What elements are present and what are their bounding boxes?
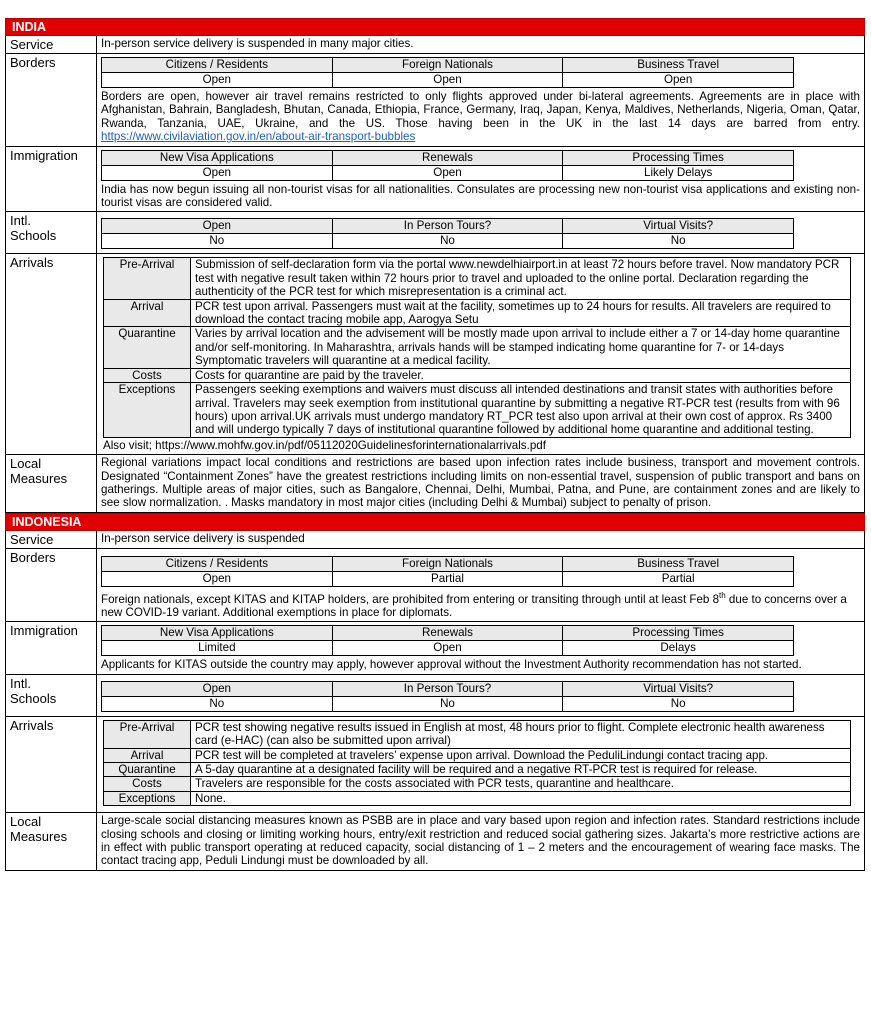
arrivals-key: Quarantine	[104, 327, 191, 368]
arrivals-value: Travelers are responsible for the costs associated with PCR tests, quarantine and healthcare.	[191, 777, 851, 791]
indonesia-borders-row	[5, 549, 865, 623]
table-header: Foreign Nationals	[332, 58, 563, 73]
table-header: Renewals	[332, 626, 563, 641]
table-header: Business Travel	[563, 58, 794, 73]
indonesia-local-measures-row	[5, 813, 865, 871]
schools-status-table	[101, 681, 794, 712]
row-label	[6, 675, 97, 716]
row-label: Borders	[6, 549, 97, 622]
country-header-indonesia: INDONESIA	[5, 513, 865, 531]
table-cell: No	[563, 234, 794, 249]
arrivals-key: Costs	[104, 777, 191, 791]
arrivals-key: Pre-Arrival	[104, 258, 191, 299]
table-cell: Delays	[563, 641, 794, 656]
arrivals-value: Passengers seeking exemptions and waivers must discuss all intended destinations and transit states with authorities before arrival. Travelers may seek exemption from institutional quarantine by submitting a negative RT-PCR test (results from with 96 hours) upon arrival.UK arrivals must undergo mandatory RT_PCR test also upon arrival at their own cost of approx. Rs 3400 and will undergo typically 7 days of institutional quarantine followed by additional home quarantine and additional testing.	[191, 383, 851, 438]
table-header: Virtual Visits?	[563, 219, 794, 234]
india-arrivals-row	[5, 254, 865, 455]
table-cell: Open	[102, 571, 333, 586]
table-row	[104, 748, 851, 762]
immigration-notes: India has now begun issuing all non-tourist visas for all nationalities. Consulates are processing new non-tourist visa applications and existing non-tourist visas are considered valid.	[101, 182, 860, 210]
table-cell: No	[332, 234, 563, 249]
row-label: Arrivals	[6, 717, 97, 812]
table-cell: Open	[332, 73, 563, 88]
table-header: Processing Times	[563, 150, 794, 165]
table-header: Open	[102, 681, 333, 696]
label-line: Local	[10, 814, 42, 830]
arrivals-value: A 5-day quarantine at a designated facility will be required and a negative RT-PCR test is required for release.	[191, 763, 851, 777]
row-label: Service	[6, 36, 97, 53]
table-cell: No	[563, 696, 794, 711]
table-row	[104, 777, 851, 791]
borders-text: Borders are open, however air travel remains restricted to only flights approved under bi-lateral agreements. Agreements are in place with Afghanistan, Bahrain, Bangladesh, Bhutan, Canada, Ethiopia, France, Germany, Iraq, Japan, Kenya, Maldives, Netherlands, Nigeria, Oman, Qatar, Rwanda, Tanzania, UAE, Ukraine, and the US. Those having been in the UK in the last 14 days are barred from entry.	[101, 90, 860, 130]
borders-notes	[101, 90, 860, 144]
table-cell: Limited	[102, 641, 333, 656]
row-label: Arrivals	[6, 254, 97, 454]
table-header: Renewals	[332, 150, 563, 165]
table-row	[104, 299, 851, 327]
arrivals-value: Varies by arrival location and the advisement will be mostly made upon arrival to include either a 7 or 14-day home quarantine and/or self-monitoring. In Maharashtra, arrivals hands will be stamped indicating home quarantine for 7- or 14-days Symptomatic travelers will quarantine at a medical facility.	[191, 327, 851, 368]
label-line: Schools	[10, 690, 57, 706]
row-label	[6, 813, 97, 870]
table-cell: Partial	[332, 571, 563, 586]
india-local-measures-row	[5, 455, 865, 513]
borders-text: due to concerns over a new COVID-19 variant. Additional exemptions in place for diplomats.	[101, 592, 847, 620]
arrivals-key: Pre-Arrival	[104, 720, 191, 748]
india-schools-row	[5, 212, 865, 254]
arrivals-table	[103, 257, 851, 437]
service-text: In-person service delivery is suspended in many major cities.	[101, 37, 414, 50]
table-header: Citizens / Residents	[102, 556, 333, 571]
local-measures-text: Large-scale social distancing measures known as PSBB are in place and vary based upon region and infection rates. Standard restrictions include closing schools and closing or limiting working hours, entry/exit restriction and reduced social gathering sizes. Jakarta’s more restrictive actions are in effect with public transport operating at reduced capacity, social distancing of 1 – 2 meters and the encouragement of wearing face masks. The contact tracing app, Peduli Lindungi must be downloaded by all.	[101, 814, 860, 868]
row-label: Immigration	[6, 147, 97, 212]
table-header: New Visa Applications	[102, 626, 333, 641]
borders-text: Foreign nationals, except KITAS and KITAP holders, are prohibited from entering or transiting through until at least Feb 8	[101, 592, 720, 606]
arrivals-key: Quarantine	[104, 763, 191, 777]
table-header: In Person Tours?	[332, 219, 563, 234]
table-cell: No	[102, 696, 333, 711]
service-text: In-person service delivery is suspended	[101, 531, 305, 545]
table-cell: Open	[332, 641, 563, 656]
table-cell: Open	[102, 73, 333, 88]
arrivals-value: PCR test upon arrival. Passengers must wait at the facility, sometimes up to 24 hours for results. All travelers are required to download the contact tracing mobile app, Aarogya Setu	[191, 299, 851, 327]
borders-notes	[101, 589, 860, 620]
table-row	[104, 383, 851, 438]
indonesia-immigration-row	[5, 622, 865, 674]
guidelines-reference: Also visit; https://www.mohfw.gov.in/pdf/05112020Guidelinesforinternationalarrivals.pdf	[103, 438, 546, 452]
civil-aviation-link[interactable]: https://www.civilaviation.gov.in/en/about-air-transport-bubbles	[101, 130, 416, 144]
table-header: In Person Tours?	[332, 681, 563, 696]
row-label	[6, 455, 97, 512]
table-cell: Open	[563, 73, 794, 88]
borders-status-table	[101, 57, 794, 88]
arrivals-value: Costs for quarantine are paid by the traveler.	[191, 368, 851, 382]
table-header: Open	[102, 219, 333, 234]
indonesia-arrivals-row	[5, 717, 865, 813]
arrivals-key: Arrival	[104, 748, 191, 762]
arrivals-value: None.	[191, 791, 851, 805]
table-cell: Open	[102, 165, 333, 180]
row-label: Borders	[6, 54, 97, 146]
arrivals-value: PCR test showing negative results issued in English at most, 48 hours prior to flight. Complete electronic health awareness card (e-HAC) (can also be submitted upon arrival)	[191, 720, 851, 748]
table-cell: No	[102, 234, 333, 249]
immigration-status-table	[101, 150, 794, 181]
borders-status-table	[101, 556, 794, 587]
table-row	[104, 791, 851, 805]
label-line: Intl.	[10, 675, 31, 691]
table-cell: Likely Delays	[563, 165, 794, 180]
ordinal-suffix: th	[719, 590, 726, 600]
country-guidance-document	[5, 18, 865, 871]
table-header: Processing Times	[563, 626, 794, 641]
label-line: Schools	[10, 228, 57, 244]
immigration-notes: Applicants for KITAS outside the country may apply, however approval without the Investment Authority recommendation has not started.	[101, 658, 802, 672]
table-row	[104, 763, 851, 777]
arrivals-value: PCR test will be completed at travelers’ expense upon arrival. Download the PeduliLindungi contact tracing app.	[191, 748, 851, 762]
row-label: Immigration	[6, 622, 97, 673]
local-measures-text: Regional variations impact local conditions and restrictions are based upon infection rates include business, transport and movement controls. Designated “Containment Zones” have the greatest restrictions including limits on non-essential travel, suspension of public transport and bans on gatherings. Multiple areas of major cities, such as Bangalore, Chennai, Delhi, Mumbai, Patna, and Pune, are containment zones and are likely to see slow normalization. . Masks mandatory in most major cities (including Delhi & Mumbai) subject to penalty of prison.	[101, 456, 860, 510]
arrivals-key: Costs	[104, 368, 191, 382]
india-service-row	[5, 36, 865, 54]
arrivals-table	[103, 720, 851, 806]
indonesia-schools-row	[5, 675, 865, 717]
label-line: Measures	[10, 829, 68, 845]
arrivals-key: Exceptions	[104, 383, 191, 438]
label-line: Intl.	[10, 213, 31, 229]
indonesia-service-row	[5, 531, 865, 549]
label-line: Local	[10, 456, 42, 472]
row-label	[6, 212, 97, 253]
table-row	[104, 720, 851, 748]
arrivals-value: Submission of self-declaration form via the portal www.newdelhiairport.in at least 72 hours before travel. Now mandatory PCR test with negative result taken within 72 hours prior to travel and uploaded to the online portal. Declaration regarding the authenticity of the PCR test for which misrepresentation is a criminal act.	[191, 258, 851, 299]
table-cell: Partial	[563, 571, 794, 586]
table-row	[104, 368, 851, 382]
immigration-status-table	[101, 625, 794, 656]
table-row	[104, 327, 851, 368]
table-header: New Visa Applications	[102, 150, 333, 165]
arrivals-key: Exceptions	[104, 791, 191, 805]
row-label: Service	[6, 531, 97, 548]
table-header: Virtual Visits?	[563, 681, 794, 696]
table-header: Foreign Nationals	[332, 556, 563, 571]
india-borders-row	[5, 54, 865, 147]
schools-status-table	[101, 218, 794, 249]
arrivals-key: Arrival	[104, 299, 191, 327]
table-header: Business Travel	[563, 556, 794, 571]
table-header: Citizens / Residents	[102, 58, 333, 73]
india-immigration-row	[5, 147, 865, 213]
label-line: Measures	[10, 471, 68, 487]
table-row	[104, 258, 851, 299]
country-header-india: INDIA	[5, 18, 865, 36]
table-cell: No	[332, 696, 563, 711]
table-cell: Open	[332, 165, 563, 180]
